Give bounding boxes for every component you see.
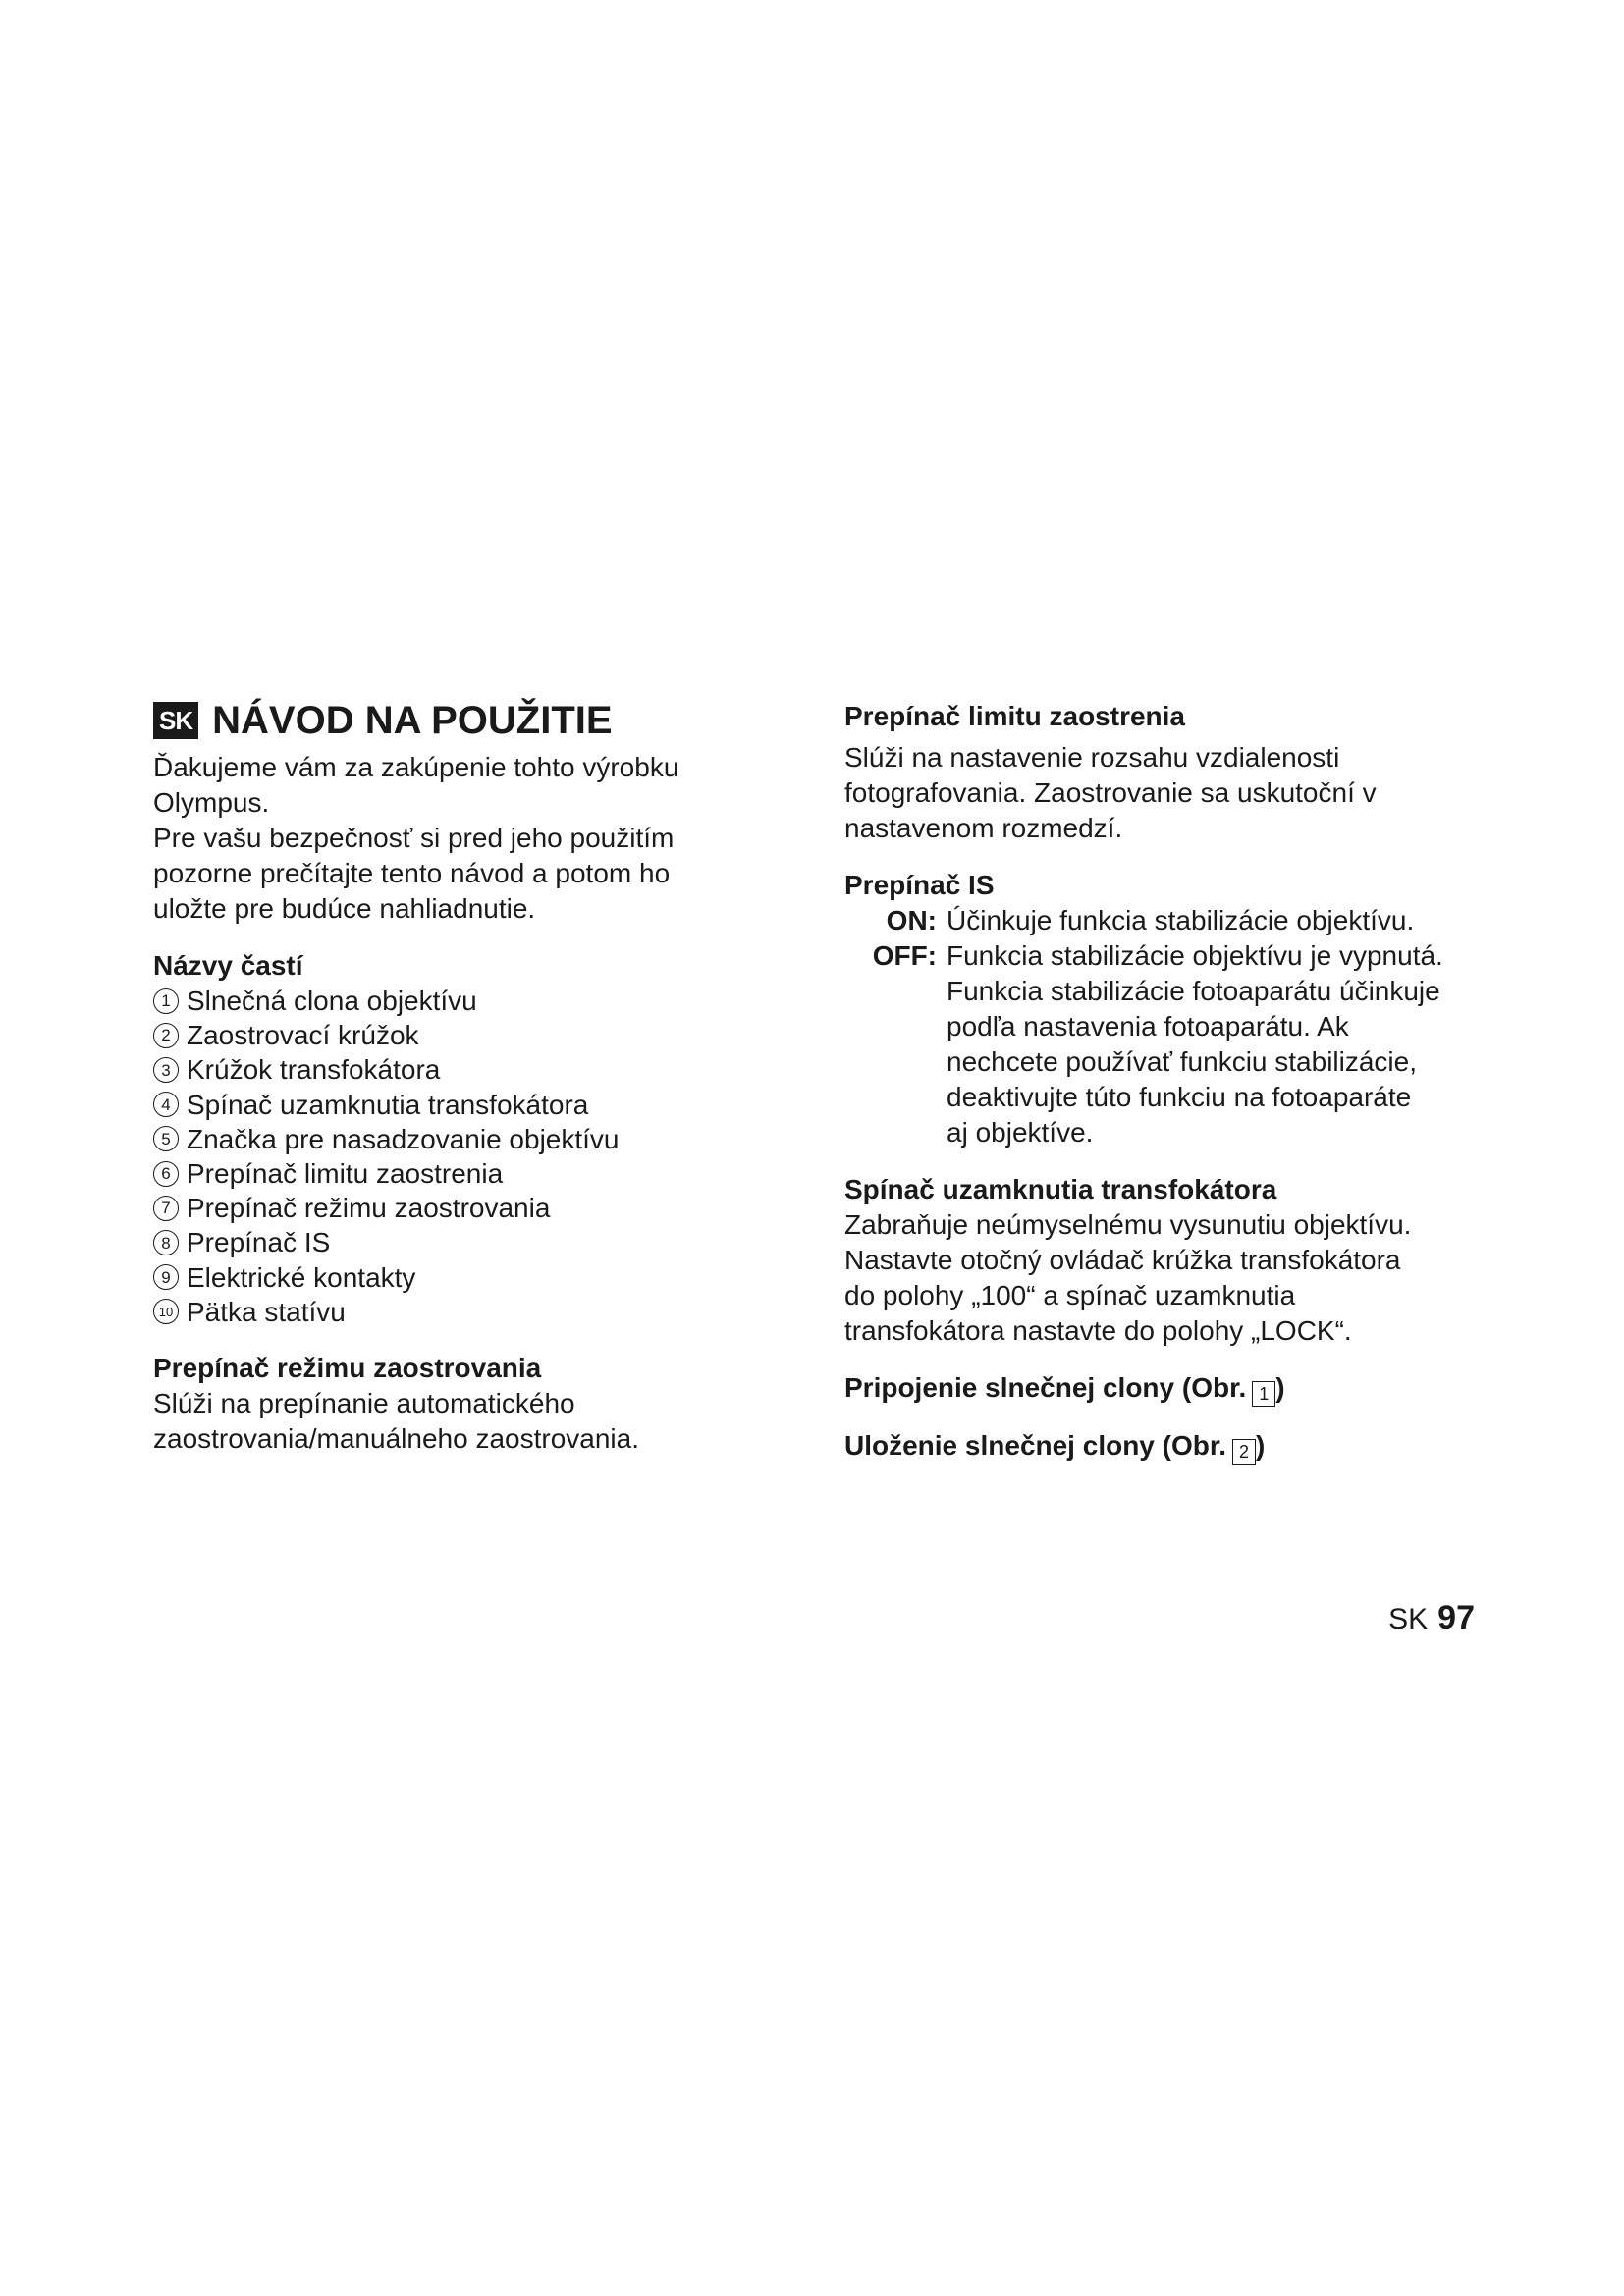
number-badge: 3	[153, 1057, 179, 1083]
title-row	[153, 697, 742, 744]
is-off-row	[844, 938, 1492, 1150]
focus-limit-text: nastavenom rozmedzí.	[844, 813, 1123, 843]
part-label: Zaostrovací krúžok	[187, 1020, 419, 1051]
is-off-line: Funkcia stabilizácie fotoaparátu účinkuje	[947, 976, 1440, 1006]
zoom-lock-text: Zabraňuje neúmyselnému vysunutiu objektívu.	[844, 1209, 1412, 1240]
figure-ref: 1	[1252, 1381, 1275, 1407]
focus-limit-text: fotografovania. Zaostrovanie sa uskutoční v	[844, 777, 1377, 808]
page-number-value: 97	[1437, 1599, 1475, 1636]
number-badge: 1	[153, 988, 179, 1014]
number-badge: 5	[153, 1126, 179, 1151]
figure-ref: 2	[1232, 1439, 1256, 1465]
intro-text	[153, 750, 742, 927]
is-switch-heading: Prepínač IS	[844, 870, 995, 900]
number-badge: 6	[153, 1161, 179, 1187]
list-item	[153, 1225, 742, 1259]
list-item	[153, 1018, 742, 1052]
part-label: Prepínač limitu zaostrenia	[187, 1158, 504, 1190]
part-label: Spínač uzamknutia transfokátora	[187, 1089, 589, 1120]
language-badge: SK	[153, 702, 198, 739]
hood-attach-heading	[844, 1370, 1492, 1407]
number-badge: 10	[153, 1299, 179, 1324]
hood-attach-close: )	[1275, 1372, 1285, 1403]
hood-store-close: )	[1256, 1430, 1266, 1461]
is-off-line: aj objektíve.	[947, 1117, 1094, 1148]
focus-mode-text: zaostrovania/manuálneho zaostrovania.	[153, 1423, 639, 1455]
number-badge: 9	[153, 1264, 179, 1290]
is-off-line: podľa nastavenia fotoaparátu. Ak	[947, 1011, 1349, 1041]
part-label: Slnečná clona objektívu	[187, 986, 477, 1016]
part-label: Pätka statívu	[187, 1296, 346, 1327]
list-item	[153, 1088, 742, 1122]
page-title: NÁVOD NA POUŽITIE	[212, 699, 613, 742]
is-off-key: OFF:	[872, 940, 937, 971]
is-on-row	[844, 903, 1492, 938]
intro-line: pozorne prečítajte tento návod a potom ho	[153, 858, 671, 888]
focus-mode-heading: Prepínač režimu zaostrovania	[153, 1353, 542, 1384]
number-badge: 4	[153, 1092, 179, 1117]
zoom-lock-heading: Spínač uzamknutia transfokátora	[844, 1174, 1277, 1204]
number-badge: 7	[153, 1196, 179, 1221]
focus-limit-heading: Prepínač limitu zaostrenia	[844, 701, 1185, 731]
part-label: Značka pre nasadzovanie objektívu	[187, 1123, 620, 1154]
list-item	[153, 1052, 742, 1087]
focus-mode-text: Slúži na prepínanie automatického	[153, 1388, 575, 1419]
page-number	[1388, 1598, 1475, 1639]
is-off-line: Funkcia stabilizácie objektívu je vypnutá.	[947, 940, 1443, 971]
intro-line: Olympus.	[153, 787, 270, 818]
list-item	[153, 1191, 742, 1225]
focus-limit-text: Slúži na nastavenie rozsahu vzdialenosti	[844, 742, 1340, 773]
hood-attach-text: Pripojenie slnečnej clony (Obr.	[844, 1372, 1247, 1403]
is-on-key: ON:	[886, 905, 937, 935]
is-off-text	[947, 938, 1492, 1150]
number-badge: 2	[153, 1023, 179, 1048]
zoom-lock-text: Nastavte otočný ovládač krúžka transfokátora	[844, 1245, 1401, 1275]
part-label: Krúžok transfokátora	[187, 1054, 441, 1086]
part-label: Prepínač režimu zaostrovania	[187, 1193, 551, 1224]
is-off-line: nechcete používať funkciu stabilizácie,	[947, 1046, 1417, 1077]
list-item	[153, 1156, 742, 1191]
number-badge: 8	[153, 1230, 179, 1255]
list-item	[153, 1122, 742, 1156]
zoom-lock-text: do polohy „100“ a spínač uzamknutia	[844, 1280, 1296, 1310]
zoom-lock-text: transfokátora nastavte do polohy „LOCK“.	[844, 1315, 1352, 1346]
intro-line: uložte pre budúce nahliadnutie.	[153, 893, 536, 924]
is-on-text: Účinkuje funkcia stabilizácie objektívu.	[947, 905, 1415, 935]
page-language: SK	[1388, 1603, 1429, 1635]
hood-store-text: Uloženie slnečnej clony (Obr.	[844, 1430, 1226, 1461]
parts-list	[153, 984, 742, 1329]
left-column	[153, 687, 742, 1457]
list-item	[153, 1260, 742, 1295]
list-item	[153, 1295, 742, 1329]
hood-store-heading	[844, 1428, 1492, 1465]
parts-heading: Názvy častí	[153, 950, 303, 981]
intro-line: Pre vašu bezpečnosť si pred jeho použitím	[153, 823, 675, 853]
right-column	[844, 687, 1492, 1465]
is-off-line: deaktivujte túto funkciu na fotoaparáte	[947, 1082, 1412, 1112]
intro-line: Ďakujeme vám za zakúpenie tohto výrobku	[153, 752, 679, 782]
part-label: Prepínač IS	[187, 1227, 331, 1258]
list-item	[153, 984, 742, 1018]
part-label: Elektrické kontakty	[187, 1261, 416, 1293]
